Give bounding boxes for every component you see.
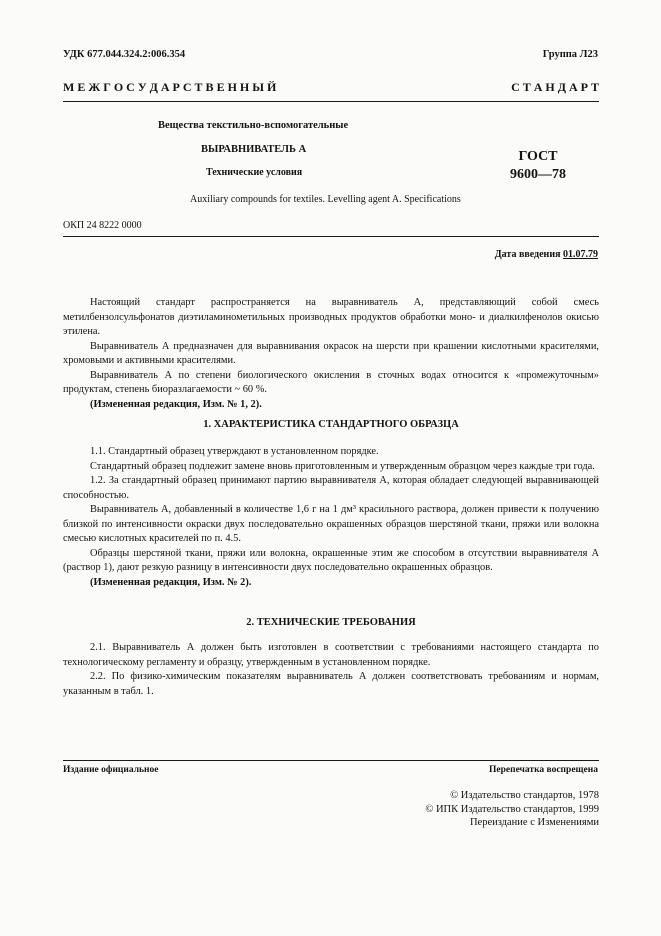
section-2-text xyxy=(63,641,599,699)
copyright-line: © Издательство стандартов, 1978 xyxy=(450,790,599,801)
title-spec: Технические условия xyxy=(206,167,303,178)
title-category: Вещества текстильно-вспомогательные xyxy=(158,120,349,131)
standard-banner xyxy=(63,80,599,95)
footer-rule xyxy=(63,760,599,761)
date-label: Дата введения xyxy=(494,249,563,260)
paragraph: 1.2. За стандартный образец принимают партию выравнивателя А, которая обладает следующей выравнивающей способностью. xyxy=(63,475,599,501)
paragraph: Стандартный образец подлежит замене вновь приготовленным и утвержденным образцом через каждые три года. xyxy=(90,460,595,472)
gost-label: ГОСТ xyxy=(518,149,558,164)
copyright-block xyxy=(425,789,599,830)
amendment-note: (Измененная редакция, Изм. № 1, 2). xyxy=(90,398,262,410)
copyright-line: Переиздание с Изменениями xyxy=(469,817,599,828)
title-rule xyxy=(63,236,599,237)
amendment-note: (Измененная редакция, Изм. № 2). xyxy=(90,576,252,588)
title-product: ВЫРАВНИВАТЕЛЬ А xyxy=(201,144,307,155)
section-1-title: 1. ХАРАКТЕРИСТИКА СТАНДАРТНОГО ОБРАЗЦА xyxy=(203,419,459,430)
date-value: 01.07.79 xyxy=(563,249,598,260)
copyright-line: © ИПК Издательство стандартов, 1999 xyxy=(425,803,599,815)
banner-word: С Т А Н Д А Р Т xyxy=(511,80,599,94)
reprint-prohibited: Перепечатка воспрещена xyxy=(488,765,598,775)
group-code: Группа Л23 xyxy=(542,49,598,60)
section-1-text xyxy=(63,445,599,590)
udk-code: УДК 677.044.324.2:006.354 xyxy=(63,49,186,60)
paragraph: Выравниватель А, добавленный в количестве 1,6 г на 1 дм³ красильного раствора, должен привести к получению близкой по интенсивности окраски двух последовательно окрашенных образцов шерстяной ткани, пряжи или волокна смесью кислотных красителей по п. 4.5. xyxy=(63,504,599,544)
paragraph: Настоящий стандарт распространяется на выравниватель А, представляющий собой смесь метилбензолсульфонатов диэтиламинометильных производных продуктов обработки моно- и диалкилфенолов окисью этилена. xyxy=(63,297,599,337)
section-2-title: 2. ТЕХНИЧЕСКИЕ ТРЕБОВАНИЯ xyxy=(246,617,416,628)
header-rule xyxy=(63,101,599,102)
intro-text xyxy=(63,296,599,412)
gost-number: 9600—78 xyxy=(510,167,566,182)
introduction-date xyxy=(495,249,598,260)
official-edition: Издание официальное xyxy=(63,765,159,775)
paragraph: Образцы шерстяной ткани, пряжи или волокна, окрашенные этим же способом в отсутствии выравнивателя А (раствор 1), дают резкую разницу в интенсивности двух последовательно окрашенных образцов. xyxy=(63,547,599,573)
gost-designation xyxy=(508,148,568,184)
paragraph: 2.2. По физико-химическим показателям выравниватель А должен соответствовать требованиям и нормам, указанным в табл. 1. xyxy=(63,671,599,697)
paragraph: 1.1. Стандартный образец утверждают в установленном порядке. xyxy=(90,446,379,457)
paragraph: 2.1. Выравниватель А должен быть изготовлен в соответствии с требованиями настоящего стандарта по технологическому регламенту и образцу, утвержденным в установленном порядке. xyxy=(63,642,599,668)
title-english: Auxiliary compounds for textiles. Levelling agent A. Specifications xyxy=(190,194,461,205)
paragraph: Выравниватель А по степени биологического окисления в сточных водах относится к «промежуточным» продуктам, степень биоразлагаемости ~ 60 %. xyxy=(63,369,599,395)
banner-word: М Е Ж Г О С У Д А Р С Т В Е Н Н Ы Й xyxy=(63,80,277,94)
paragraph: Выравниватель А предназначен для выравнивания окрасок на шерсти при крашении кислотными красителями, хромовыми и активными красителями. xyxy=(63,340,599,366)
okp-code: ОКП 24 8222 0000 xyxy=(63,220,142,231)
